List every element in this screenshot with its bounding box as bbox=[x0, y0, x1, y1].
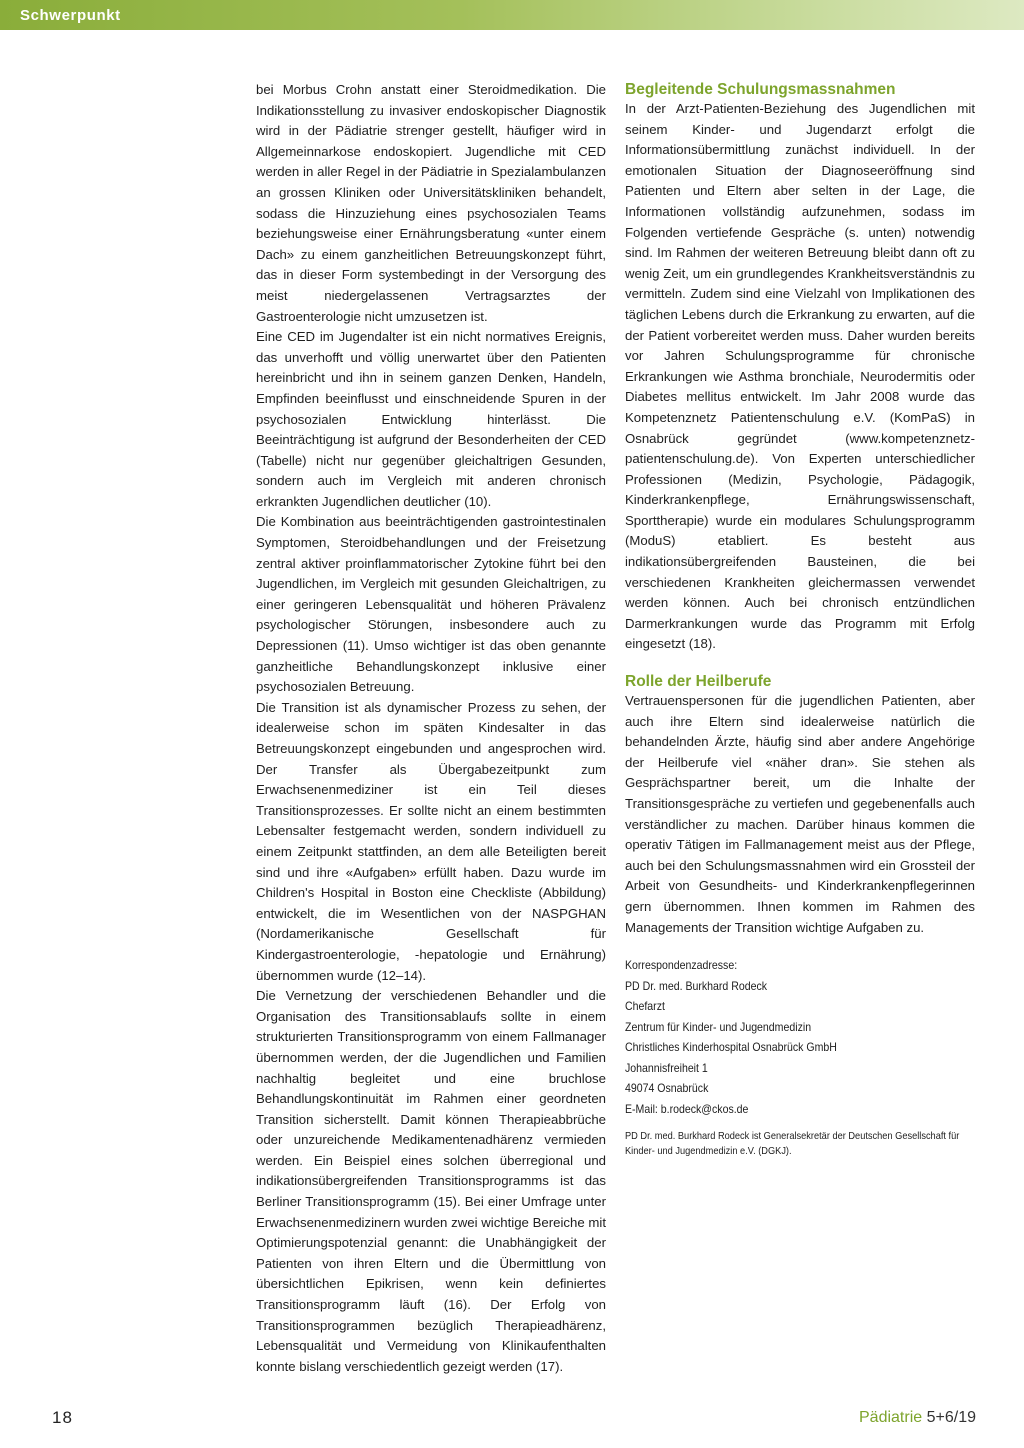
journal-issue: 5+6/19 bbox=[926, 1409, 976, 1426]
header-bar bbox=[0, 0, 1024, 30]
right-column bbox=[625, 80, 975, 1159]
address-department: Zentrum für Kinder- und Jugendmedizin bbox=[625, 1019, 812, 1034]
address-title: Chefarzt bbox=[625, 999, 665, 1014]
address-label: Korrespondenzadresse: bbox=[625, 958, 738, 973]
journal-footer bbox=[859, 1409, 976, 1427]
address-city: 49074 Osnabrück bbox=[625, 1081, 709, 1096]
author-footnote: PD Dr. med. Burkhard Rodeck ist Generalsekretär der Deutschen Gesellschaft für Kinder- und Jugendmedizin e.V. (DGKJ). bbox=[625, 1130, 960, 1158]
body-paragraph: bei Morbus Crohn anstatt einer Steroidmedikation. Die Indikationsstellung zu invasiver endoskopischer Diagnostik wird in der Pädiatrie strenger gestellt, häufiger wird in Allgemeinnarkose endoskopiert. Jugendliche mit CED werden in aller Regel in der Pädiatrie in Spezialambulanzen an grossen Kliniken oder Universitätskliniken behandelt, sodass die Hinzuziehung eines psychosozialen Teams beziehungsweise einer Ernährungsberatung «unter einem Dach» zu einem ganzheitlichen Betreuungskonzept führt, das in dieser Form systembedingt in der Versorgung des meist niedergelassenen Vertragsarztes der Gastroenterologie nicht umzusetzen ist. bbox=[256, 82, 606, 324]
section-label: Schwerpunkt bbox=[20, 7, 121, 24]
address-email: E-Mail: b.rodeck@ckos.de bbox=[625, 1101, 749, 1116]
body-paragraph: Die Transition ist als dynamischer Prozess zu sehen, der idealerweise schon im späten Kindesalter in das Betreuungskonzept eingebunden und angesprochen wird. Der Transfer als Übergabezeitpunkt zum Erwachsenenmediziner ist ein Teil dieses Transitionsprozesses. Er sollte nicht an einem bestimmten Lebensalter festgemacht werden, sondern individuell zu einem Zeitpunkt stattfinden, an dem alle Beteiligten bereit sind und ihre «Aufgaben» erfüllt haben. Dazu wurde im Children's Hospital in Boston eine Checkliste (Abbildung) entwickelt, die im Wesentlichen von der NASPGHAN (Nordamerikanische Gesellschaft für Kindergastroenterologie, -hepatologie und Ernährung) übernommen wurde (12–14). bbox=[256, 699, 606, 983]
correspondence-address bbox=[625, 955, 974, 1119]
address-name: PD Dr. med. Burkhard Rodeck bbox=[625, 978, 768, 993]
page-number: 18 bbox=[52, 1408, 73, 1427]
left-column bbox=[256, 80, 606, 1377]
body-paragraph: Die Kombination aus beeinträchtigenden gastrointestinalen Symptomen, Steroidbehandlungen und der Freisetzung zentral aktiver proinflammatorischer Zytokine führt bei den Jugendlichen, im Vergleich mit gesunden Gleichaltrigen, zu einer geringeren Lebensqualität und höheren Prävalenz psychologischer Störungen, insbesondere auch zu Depressionen (11). Umso wichtiger ist das oben genannte ganzheitliche Behandlungskonzept inklusive einer psychosozialen Betreuung. bbox=[256, 514, 606, 695]
address-institution: Christliches Kinderhospital Osnabrück GmbH bbox=[625, 1040, 837, 1055]
body-paragraph: Eine CED im Jugendalter ist ein nicht normatives Ereignis, das unverhofft und völlig unerwartet über den Patienten hereinbricht und ihn in seinem ganzen Denken, Handeln, Empfinden beeinflusst und einschneidende Spuren in der psychosozialen Entwicklung hinterlässt. Die Beeinträchtigung ist aufgrund der Besonderheiten der CED (Tabelle) nicht nur gegenüber gleichaltrigen Gesunden, sondern auch im Vergleich mit anderen chronisch erkrankten Jugendlichen deutlicher (10). bbox=[256, 329, 606, 509]
journal-name: Pädiatrie bbox=[859, 1409, 923, 1426]
body-paragraph: In der Arzt-Patienten-Beziehung des Jugendlichen mit seinem Kinder- und Jugendarzt erfolgt die Informationsübermittlung zunächst individuell. In der emotionalen Situation der Diagnoseeröffnung sind Patienten und Eltern aber selten in der Lage, die Informationen vollständig aufzunehmen, sodass im Folgenden vertiefende Gespräche (s. unten) notwendig sind. Im Rahmen der weiteren Betreuung bleibt dann oft zu wenig Zeit, um ein grundlegendes Krankheitsverständnis zu vermitteln. Zudem sind eine Vielzahl von Implikationen des täglichen Lebens durch die Erkrankung zu erwarten, auf die der Patient vorbereitet werden muss. Daher wurden bereits vor Jahren Schulungsprogramme für chronische Erkrankungen wie Asthma bronchiale, Neurodermitis oder Diabetes mellitus entwickelt. Im Jahr 2008 wurde das Kompetenznetz Patientenschulung e.V. (KomPaS) in Osnabrück gegründet (www.kompetenznetz-patientenschulung.de). Von Experten unterschiedlicher Professionen (Medizin, Psychologie, Pädagogik, Kinderkrankenpflege, Ernährungswissenschaft, Sporttherapie) wurde ein modulares Schulungsprogramm (ModuS) etabliert. Es besteht aus indikationsübergreifenden Bausteinen, die bei verschiedenen Krankheiten gleichermassen verwendet werden können. Auch bei chronisch entzündlichen Darmerkrankungen wurde das Programm mit Erfolg eingesetzt (18). bbox=[625, 101, 975, 652]
body-paragraph: Vertrauenspersonen für die jugendlichen Patienten, aber auch ihre Eltern sind idealerweise natürlich die behandelnden Ärzte, häufig sind aber andere Angehörige der Heilberufe viel «näher dran». Sie stehen als Gesprächspartner bereit, um die Inhalte der Transitionsgespräche zu vertiefen und gegebenenfalls auch verständlicher zu machen. Darüber hinaus kommen die operativ Tätigen im Fallmanagement meist aus der Pflege, auch bei den Schulungsmassnahmen wird ein Grossteil der Arbeit von Gesundheits- und Kinderkrankenpflegerinnen gern übernommen. Ihnen kommen im Rahmen des Managements der Transition wichtige Aufgaben zu. bbox=[625, 693, 975, 935]
address-street: Johannisfreiheit 1 bbox=[625, 1060, 708, 1075]
body-paragraph: Die Vernetzung der verschiedenen Behandler und die Organisation des Transitionsablaufs sollte in einem strukturierten Transitionsprogramm von einem Fallmanager übernommen werden, der die Jugendlichen und Familien nachhaltig begleitet und eine bruchlose Behandlungskontinuität im Rahmen einer geordneten Transition sicherstellt. Damit können Therapieabbrüche oder unzureichende Medikamentenadhärenz vermieden werden. Ein Beispiel eines solchen überregional und indikationsübergreifenden Transitionsprogramms ist das Berliner Transitionsprogramm (15). Bei einer Umfrage unter Erwachsenenmedizinern wurden zwei wichtige Bereiche mit Optimierungspotenzial genannt: die Unabhängigkeit der Patienten von ihren Eltern und die Übermittlung von übersichtlichen Epikrisen, wenn kein definiertes Transitionsprogramm läuft (16). Der Erfolg von Transitionsprogrammen bezüglich Therapieadhärenz, Lebensqualität und Vermeidung von Klinikaufenthalten konnte bislang verschiedentlich gezeigt werden (17). bbox=[256, 988, 606, 1374]
section-heading: Begleitende Schulungsmassnahmen bbox=[625, 81, 896, 98]
section-heading: Rolle der Heilberufe bbox=[625, 673, 772, 691]
